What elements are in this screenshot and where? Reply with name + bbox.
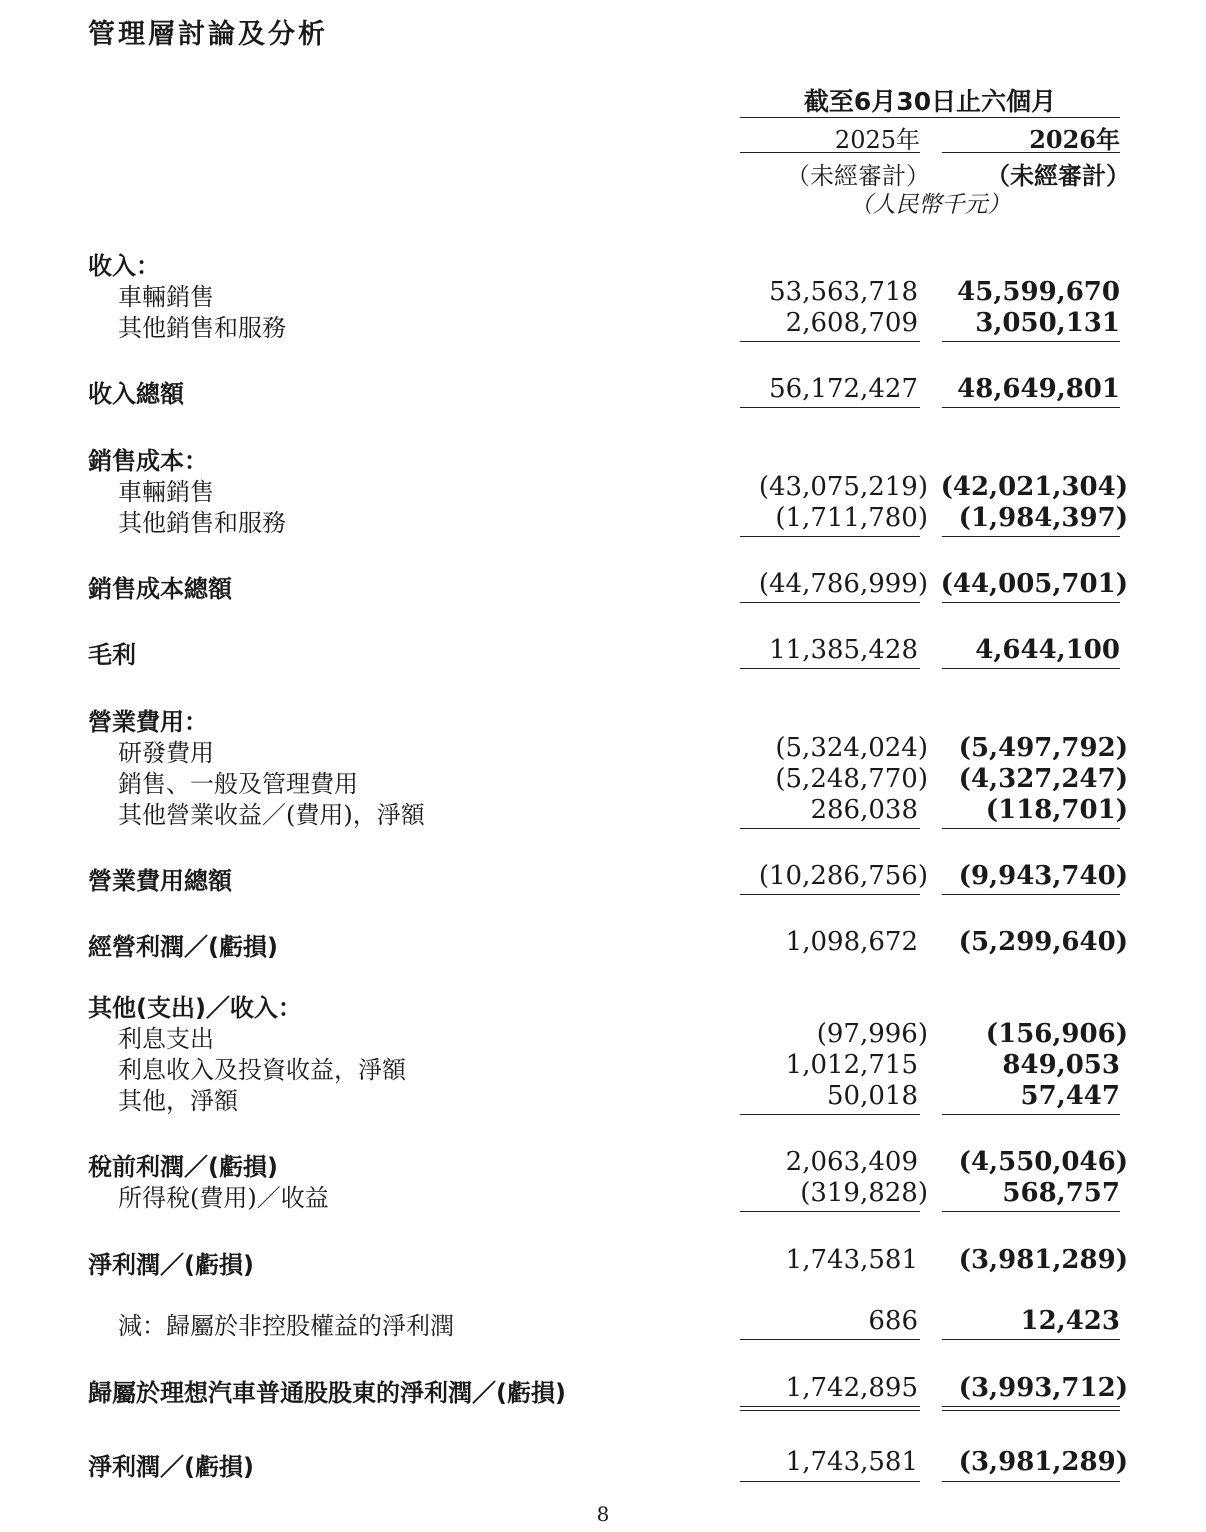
value-2026-pretax: (4,550,046): [958, 1147, 1128, 1177]
label-vehicle-sales: 車輛銷售: [118, 283, 214, 311]
value-2026-rnd: (5,497,792): [958, 733, 1128, 763]
total-rule-2026: [942, 602, 1120, 603]
value-2026-interest-expense: (156,906): [985, 1019, 1128, 1049]
value-2025-cost-vehicle: (43,075,219): [758, 472, 928, 502]
subtotal-rule-2025: [740, 828, 920, 829]
value-2026-gross-profit: 4,644,100: [975, 635, 1120, 665]
value-2025-interest-income: 1,012,715: [785, 1050, 918, 1080]
label-income-tax: 所得稅(費用)／收益: [118, 1184, 329, 1212]
page-number: 8: [596, 1502, 610, 1526]
value-2026-total-opex: (9,943,740): [958, 861, 1128, 891]
label-attributable: 歸屬於理想汽車普通股股東的淨利潤／(虧損): [88, 1379, 566, 1407]
value-2025-minority: 686: [868, 1306, 918, 1336]
currency-unit: （人民幣千元）: [849, 192, 1011, 218]
label-cost-other: 其他銷售和服務: [118, 509, 286, 537]
double-rule-2025: [740, 1406, 920, 1411]
value-2025-interest-expense: (97,996): [816, 1019, 928, 1049]
value-2025-net-profit: 1,743,581: [785, 1245, 918, 1275]
value-2025-total-opex: (10,286,756): [758, 861, 928, 891]
value-2026-net-profit: (3,981,289): [958, 1245, 1128, 1275]
value-2026-sga: (4,327,247): [958, 764, 1128, 794]
value-2025-sga: (5,248,770): [775, 764, 928, 794]
col-year-2025: 2025年: [834, 126, 920, 154]
label-rnd: 研發費用: [118, 739, 214, 767]
value-2025-other-opex: 286,038: [810, 795, 918, 825]
cost-heading: 銷售成本：: [88, 447, 208, 475]
value-2025-rnd: (5,324,024): [775, 733, 928, 763]
value-2026-cost-vehicle: (42,021,304): [940, 472, 1128, 502]
label-total-opex: 營業費用總額: [88, 867, 232, 895]
opex-heading: 營業費用：: [88, 708, 208, 736]
subtotal-rule-2025: [740, 536, 920, 537]
value-2026-other-sales: 3,050,131: [975, 308, 1120, 338]
value-2025-others-net: 50,018: [827, 1081, 918, 1111]
label-others-net: 其他，淨額: [118, 1087, 238, 1115]
total-rule-2026: [942, 668, 1120, 669]
year-rule-2025: [740, 152, 920, 153]
year-rule-2026: [942, 152, 1120, 153]
label-gross-profit: 毛利: [88, 641, 136, 669]
label-sga: 銷售、一般及管理費用: [118, 770, 358, 798]
value-2025-gross-profit: 11,385,428: [769, 635, 918, 665]
label-net-profit: 淨利潤／(虧損): [88, 1251, 254, 1279]
subtotal-rule-2026: [942, 1339, 1120, 1340]
label-interest-income: 利息收入及投資收益，淨額: [118, 1056, 406, 1084]
total-rule-2025: [740, 1481, 920, 1482]
value-2025-other-sales: 2,608,709: [785, 308, 918, 338]
col-audit-2025: （未經審計）: [786, 162, 930, 190]
label-other-opex: 其他營業收益／(費用)，淨額: [118, 801, 425, 829]
subtotal-rule-2025: [740, 1114, 920, 1115]
page-title: 管理層討論及分析: [88, 19, 328, 50]
value-2025-operating: 1,098,672: [785, 927, 918, 957]
value-2025-vehicle-sales: 53,563,718: [769, 277, 918, 307]
label-cost-vehicle: 車輛銷售: [118, 478, 214, 506]
subtotal-rule-2026: [942, 341, 1120, 342]
subtotal-rule-2025: [740, 1339, 920, 1340]
other-income-heading: 其他(支出)／收入：: [88, 994, 302, 1022]
total-rule-2025: [740, 407, 920, 408]
total-rule-2026: [942, 894, 1120, 895]
value-2025-attributable: 1,742,895: [785, 1373, 918, 1403]
revenue-heading: 收入：: [88, 252, 160, 280]
label-pretax: 稅前利潤／(虧損): [88, 1153, 278, 1181]
value-2026-cost-other: (1,984,397): [958, 503, 1128, 533]
total-rule-2026: [942, 407, 1120, 408]
col-audit-2026: （未經審計）: [986, 161, 1130, 190]
label-operating: 經營利潤／(虧損): [88, 933, 278, 961]
value-2025-pretax: 2,063,409: [785, 1147, 918, 1177]
value-2026-others-net: 57,447: [1020, 1081, 1120, 1111]
value-2025-total-cost: (44,786,999): [758, 569, 928, 599]
subtotal-rule-2026: [942, 1114, 1120, 1115]
total-rule-2025: [740, 602, 920, 603]
value-2025-income-tax: (319,828): [800, 1178, 928, 1208]
subtotal-rule-2026: [942, 1211, 1120, 1212]
value-2026-total-revenue: 48,649,801: [957, 374, 1120, 404]
value-2026-interest-income: 849,053: [1002, 1050, 1120, 1080]
subtotal-rule-2025: [740, 1211, 920, 1212]
value-2025-cost-other: (1,711,780): [775, 503, 928, 533]
total-rule-2025: [740, 668, 920, 669]
double-rule-2026: [942, 1406, 1120, 1411]
value-2025-total-revenue: 56,172,427: [769, 374, 918, 404]
label-total-cost: 銷售成本總額: [88, 575, 232, 603]
label-interest-expense: 利息支出: [118, 1025, 214, 1053]
value-2026-income-tax: 568,757: [1002, 1178, 1120, 1208]
subtotal-rule-2026: [942, 536, 1120, 537]
col-year-2026: 2026年: [1029, 125, 1120, 154]
total-rule-2025: [740, 894, 920, 895]
value-2026-other-opex: (118,701): [985, 795, 1128, 825]
value-2026-operating: (5,299,640): [958, 927, 1128, 957]
label-net-profit-2: 淨利潤／(虧損): [88, 1453, 254, 1481]
label-total-revenue: 收入總額: [88, 380, 184, 408]
subtotal-rule-2026: [942, 828, 1120, 829]
period-rule: [740, 117, 1120, 118]
value-2026-net-profit-2: (3,981,289): [958, 1447, 1128, 1477]
subtotal-rule-2025: [740, 341, 920, 342]
label-minority: 減：歸屬於非控股權益的淨利潤: [118, 1312, 454, 1340]
value-2026-minority: 12,423: [1020, 1306, 1120, 1336]
label-other-sales: 其他銷售和服務: [118, 314, 286, 342]
period-heading: 截至6月30日止六個月: [803, 87, 1057, 116]
value-2026-attributable: (3,993,712): [958, 1373, 1128, 1403]
value-2026-vehicle-sales: 45,599,670: [957, 277, 1120, 307]
total-rule-2026: [942, 1481, 1120, 1482]
value-2026-total-cost: (44,005,701): [940, 569, 1128, 599]
value-2025-net-profit-2: 1,743,581: [785, 1447, 918, 1477]
